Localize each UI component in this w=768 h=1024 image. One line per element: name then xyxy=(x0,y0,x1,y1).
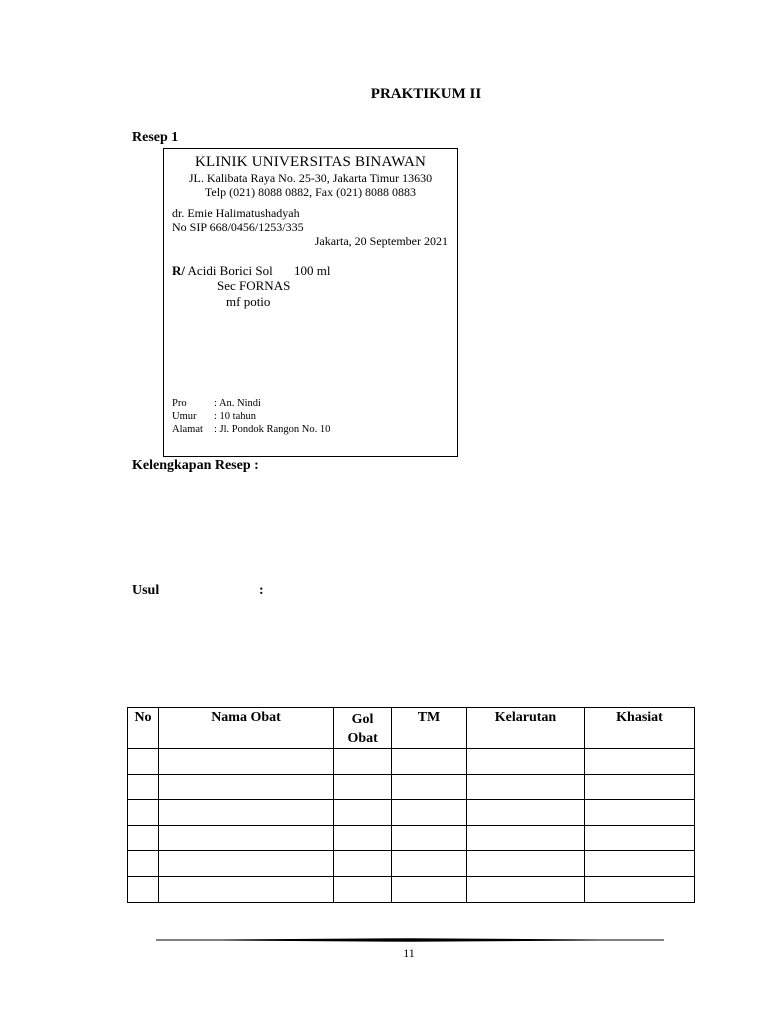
completeness-label: Kelengkapan Resep : xyxy=(132,458,259,473)
table-cell xyxy=(392,851,467,877)
table-cell xyxy=(334,825,392,851)
table-cell xyxy=(128,876,159,902)
rx-symbol: R/ xyxy=(172,263,185,278)
drug-name: Acidi Borici Sol xyxy=(187,263,273,278)
table-cell xyxy=(159,851,334,877)
doctor-sip: No SIP 668/0456/1253/335 xyxy=(172,220,304,234)
col-no: No xyxy=(128,708,159,749)
usul-label: Usul xyxy=(132,583,160,598)
clinic-address: JL. Kalibata Raya No. 25-30, Jakarta Timur 13630 xyxy=(188,171,433,185)
table-cell xyxy=(585,800,695,826)
clinic-name: KLINIK UNIVERSITAS BINAWAN xyxy=(194,154,427,170)
doctor-name: dr. Emie Halimatushadyah xyxy=(172,206,300,220)
table-cell xyxy=(392,774,467,800)
table-cell xyxy=(334,851,392,877)
col-nama-obat: Nama Obat xyxy=(159,708,334,749)
table-row xyxy=(128,825,695,851)
page-number: 11 xyxy=(403,946,415,960)
table-cell xyxy=(159,774,334,800)
table-cell xyxy=(392,749,467,775)
drug-amount: 100 ml xyxy=(294,263,331,278)
table-cell xyxy=(467,876,585,902)
clinic-phone: Telp (021) 8088 0882, Fax (021) 8088 0883 xyxy=(204,185,417,199)
table-cell xyxy=(159,876,334,902)
col-tm: TM xyxy=(392,708,467,749)
table-row xyxy=(128,851,695,877)
table-cell xyxy=(128,800,159,826)
table-cell xyxy=(334,774,392,800)
col-kelarutan: Kelarutan xyxy=(467,708,585,749)
table-cell xyxy=(159,800,334,826)
table-cell xyxy=(334,800,392,826)
table-cell xyxy=(585,749,695,775)
prescription-card xyxy=(163,148,458,457)
usul-colon: : xyxy=(259,583,264,598)
patient-pro-value: : An. Nindi xyxy=(214,398,261,409)
page-title: PRAKTIKUM II xyxy=(370,86,482,102)
table-cell xyxy=(585,774,695,800)
table-cell xyxy=(128,825,159,851)
prescription-date: Jakarta, 20 September 2021 xyxy=(314,234,448,248)
table-row xyxy=(128,876,695,902)
table-cell xyxy=(467,749,585,775)
rx-line-2: Sec FORNAS xyxy=(217,278,291,293)
table-cell xyxy=(467,825,585,851)
patient-address-label: Alamat xyxy=(172,424,203,435)
patient-pro-label: Pro xyxy=(172,398,187,409)
footer-divider xyxy=(156,936,664,944)
col-khasiat: Khasiat xyxy=(585,708,695,749)
table-cell xyxy=(334,749,392,775)
table-cell xyxy=(392,876,467,902)
table-row xyxy=(128,800,695,826)
table-cell xyxy=(392,800,467,826)
recipe-label: Resep 1 xyxy=(132,130,179,145)
table-cell xyxy=(128,851,159,877)
col-gol-obat: Gol Obat xyxy=(334,708,392,749)
table-row xyxy=(128,774,695,800)
table-cell xyxy=(159,825,334,851)
table-cell xyxy=(467,851,585,877)
patient-age-value: : 10 tahun xyxy=(214,411,256,422)
drug-table xyxy=(127,707,695,903)
table-cell xyxy=(128,749,159,775)
table-cell xyxy=(128,774,159,800)
table-cell xyxy=(585,876,695,902)
table-cell xyxy=(585,851,695,877)
table-cell xyxy=(585,825,695,851)
table-row xyxy=(128,749,695,775)
table-cell xyxy=(334,876,392,902)
patient-address-value: : Jl. Pondok Rangon No. 10 xyxy=(214,424,331,435)
table-header-row xyxy=(128,708,695,749)
table-cell xyxy=(392,825,467,851)
patient-age-label: Umur xyxy=(172,411,197,422)
rx-line-3: mf potio xyxy=(226,294,271,309)
table-cell xyxy=(467,800,585,826)
rx-line xyxy=(172,263,331,279)
table-cell xyxy=(467,774,585,800)
table-cell xyxy=(159,749,334,775)
